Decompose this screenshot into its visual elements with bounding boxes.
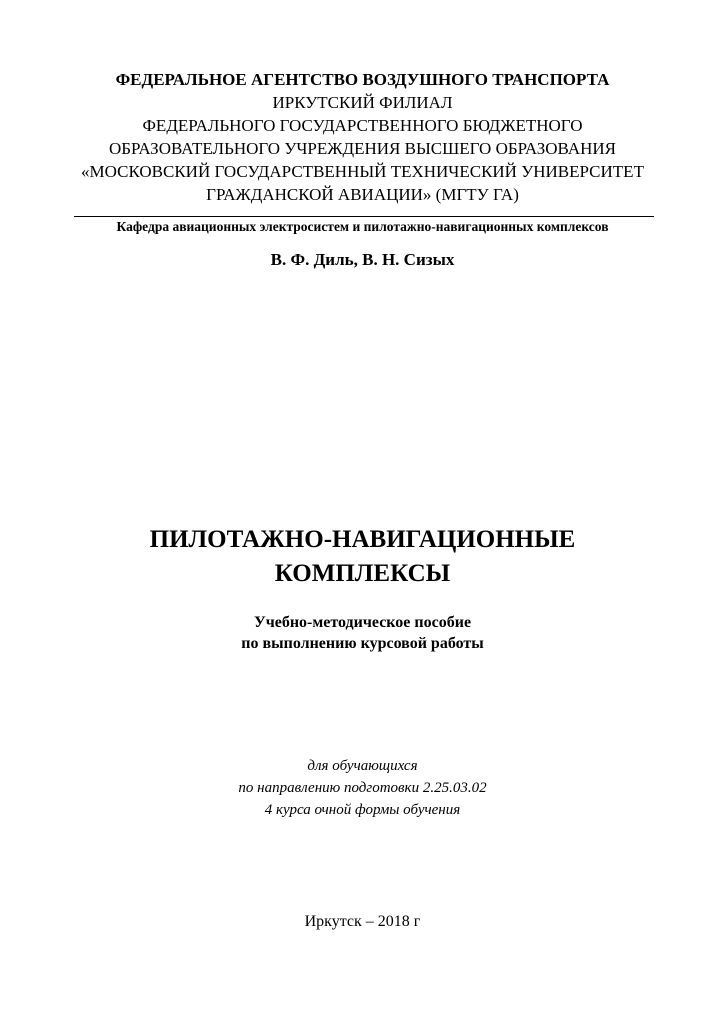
authors: В. Ф. Диль, В. Н. Сизых	[270, 250, 455, 269]
header-divider	[74, 216, 654, 217]
header-institution-line-1: ФЕДЕРАЛЬНОГО ГОСУДАРСТВЕННОГО БЮДЖЕТНОГО	[142, 116, 583, 135]
subtitle-line-2: по выполнению курсовой работы	[241, 635, 484, 652]
header-agency: ФЕДЕРАЛЬНОЕ АГЕНТСТВО ВОЗДУШНОГО ТРАНСПОРТА	[115, 70, 610, 89]
city-year: Иркутск – 2018 г	[304, 913, 421, 930]
audience-line-2: по направлению подготовки 2.25.03.02	[238, 780, 487, 796]
document-title-line-2: КОМПЛЕКСЫ	[274, 560, 451, 587]
document-title-line-1: ПИЛОТАЖНО-НАВИГАЦИОННЫЕ	[149, 526, 576, 553]
audience-line-1: для обучающихся	[307, 758, 418, 774]
header-branch: ИРКУТСКИЙ ФИЛИАЛ	[272, 93, 453, 112]
department: Кафедра авиационных электросистем и пилотажно-навигационных комплексов	[116, 219, 609, 234]
audience-line-3: 4 курса очной формы обучения	[264, 802, 461, 818]
subtitle-line-1: Учебно-методическое пособие	[253, 614, 472, 631]
header-institution-line-3: «МОСКОВСКИЙ ГОСУДАРСТВЕННЫЙ ТЕХНИЧЕСКИЙ УНИВЕРСИТЕТ	[81, 162, 644, 181]
header-institution-line-4: ГРАЖДАНСКОЙ АВИАЦИИ» (МГТУ ГА)	[206, 185, 519, 204]
header-institution-line-2: ОБРАЗОВАТЕЛЬНОГО УЧРЕЖДЕНИЯ ВЫСШЕГО ОБРАЗОВАНИЯ	[109, 139, 616, 158]
